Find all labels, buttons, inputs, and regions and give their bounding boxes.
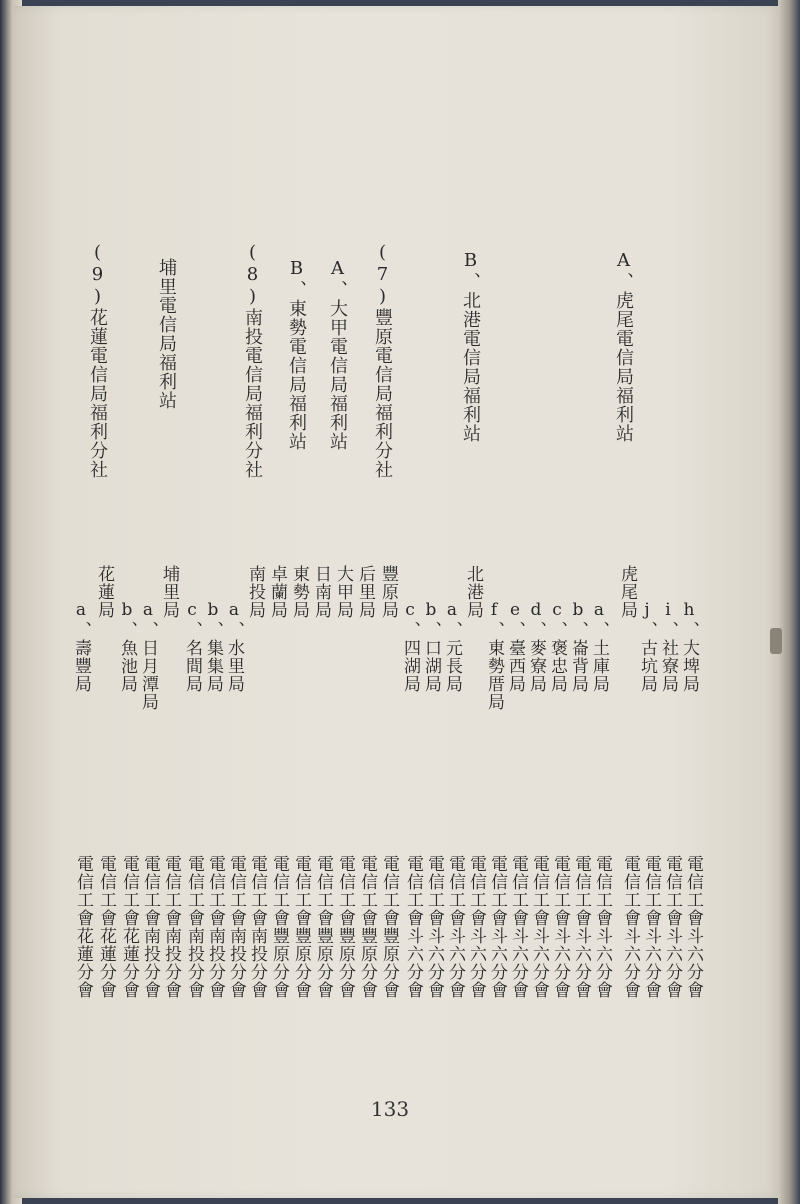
station-heading: A、虎尾電信局福利站 — [613, 250, 634, 443]
union-branch: 電信工會斗六分會 — [487, 855, 507, 999]
union-branch: 電信工會豐原分會 — [335, 855, 355, 999]
union-branch: 電信工會豐原分會 — [269, 855, 289, 999]
station-heading: B、東勢電信局福利站 — [286, 258, 307, 451]
bureau-entry: a、元長局 — [442, 600, 462, 693]
bureau-entry: f、東勢厝局 — [484, 600, 504, 711]
bureau-entry: 東勢局 — [289, 565, 309, 619]
union-branch: 電信工會南投分會 — [247, 855, 267, 999]
union-branch: 電信工會豐原分會 — [357, 855, 377, 999]
union-branch: 電信工會斗六分會 — [620, 855, 640, 999]
bureau-entry: 后里局 — [355, 565, 375, 619]
union-branch: 電信工會斗六分會 — [592, 855, 612, 999]
station-heading: 埔里電信局福利站 — [156, 258, 177, 410]
union-branch: 電信工會斗六分會 — [403, 855, 423, 999]
bureau-entry: 埔里局 — [159, 565, 179, 619]
station-heading: (8)南投電信局福利分社 — [242, 242, 263, 479]
page-number: 133 — [370, 1097, 410, 1121]
bureau-entry: b、集集局 — [203, 600, 223, 693]
bureau-entry: a、日月潭局 — [138, 600, 158, 711]
bureau-entry: i、社寮局 — [658, 600, 678, 693]
station-heading: A、大甲電信局福利站 — [327, 258, 348, 451]
union-branch: 電信工會南投分會 — [184, 855, 204, 999]
union-branch: 電信工會斗六分會 — [445, 855, 465, 999]
bureau-entry: 豐原局 — [378, 565, 398, 619]
bureau-entry: 虎尾局 — [617, 565, 637, 619]
union-branch: 電信工會花蓮分會 — [119, 855, 139, 999]
station-heading: B、北港電信局福利站 — [460, 250, 481, 443]
station-heading: (7)豐原電信局福利分社 — [372, 242, 393, 479]
bureau-entry: d、麥寮局 — [526, 600, 546, 693]
bureau-entry: e、臺西局 — [505, 600, 525, 693]
bureau-entry: a、土庫局 — [589, 600, 609, 693]
bureau-entry: h、大埤局 — [679, 600, 699, 693]
bureau-entry: c、名間局 — [182, 600, 202, 693]
union-branch: 電信工會南投分會 — [140, 855, 160, 999]
union-branch: 電信工會斗六分會 — [529, 855, 549, 999]
union-branch: 電信工會豐原分會 — [379, 855, 399, 999]
bureau-entry: c、四湖局 — [400, 600, 420, 693]
union-branch: 電信工會斗六分會 — [424, 855, 444, 999]
bureau-entry: a、壽豐局 — [71, 600, 91, 693]
union-branch: 電信工會斗六分會 — [683, 855, 703, 999]
union-branch: 電信工會斗六分會 — [550, 855, 570, 999]
union-branch: 電信工會花蓮分會 — [73, 855, 93, 999]
union-branch: 電信工會斗六分會 — [508, 855, 528, 999]
bureau-entry: c、褒忠局 — [547, 600, 567, 693]
bureau-entry: 南投局 — [245, 565, 265, 619]
union-branch: 電信工會南投分會 — [226, 855, 246, 999]
bureau-entry: a、水里局 — [224, 600, 244, 693]
bureau-entry: 日南局 — [311, 565, 331, 619]
bureau-entry: j、古坑局 — [637, 600, 657, 693]
bureau-entry: 花蓮局 — [94, 565, 114, 619]
bureau-entry: b、崙背局 — [568, 600, 588, 693]
union-branch: 電信工會斗六分會 — [571, 855, 591, 999]
page-edge — [778, 0, 800, 1204]
bureau-entry: b、口湖局 — [421, 600, 441, 693]
bureau-entry: 大甲局 — [333, 565, 353, 619]
bureau-entry: 北港局 — [463, 565, 483, 619]
union-branch: 電信工會豐原分會 — [313, 855, 333, 999]
page-tab-marker — [770, 628, 782, 654]
bureau-entry: 卓蘭局 — [267, 565, 287, 619]
bureau-entry: b、魚池局 — [117, 600, 137, 693]
union-branch: 電信工會南投分會 — [161, 855, 181, 999]
union-branch: 電信工會斗六分會 — [662, 855, 682, 999]
union-branch: 電信工會斗六分會 — [466, 855, 486, 999]
union-branch: 電信工會花蓮分會 — [96, 855, 116, 999]
union-branch: 電信工會豐原分會 — [291, 855, 311, 999]
union-branch: 電信工會斗六分會 — [641, 855, 661, 999]
union-branch: 電信工會南投分會 — [205, 855, 225, 999]
station-heading: (9)花蓮電信局福利分社 — [87, 242, 108, 479]
